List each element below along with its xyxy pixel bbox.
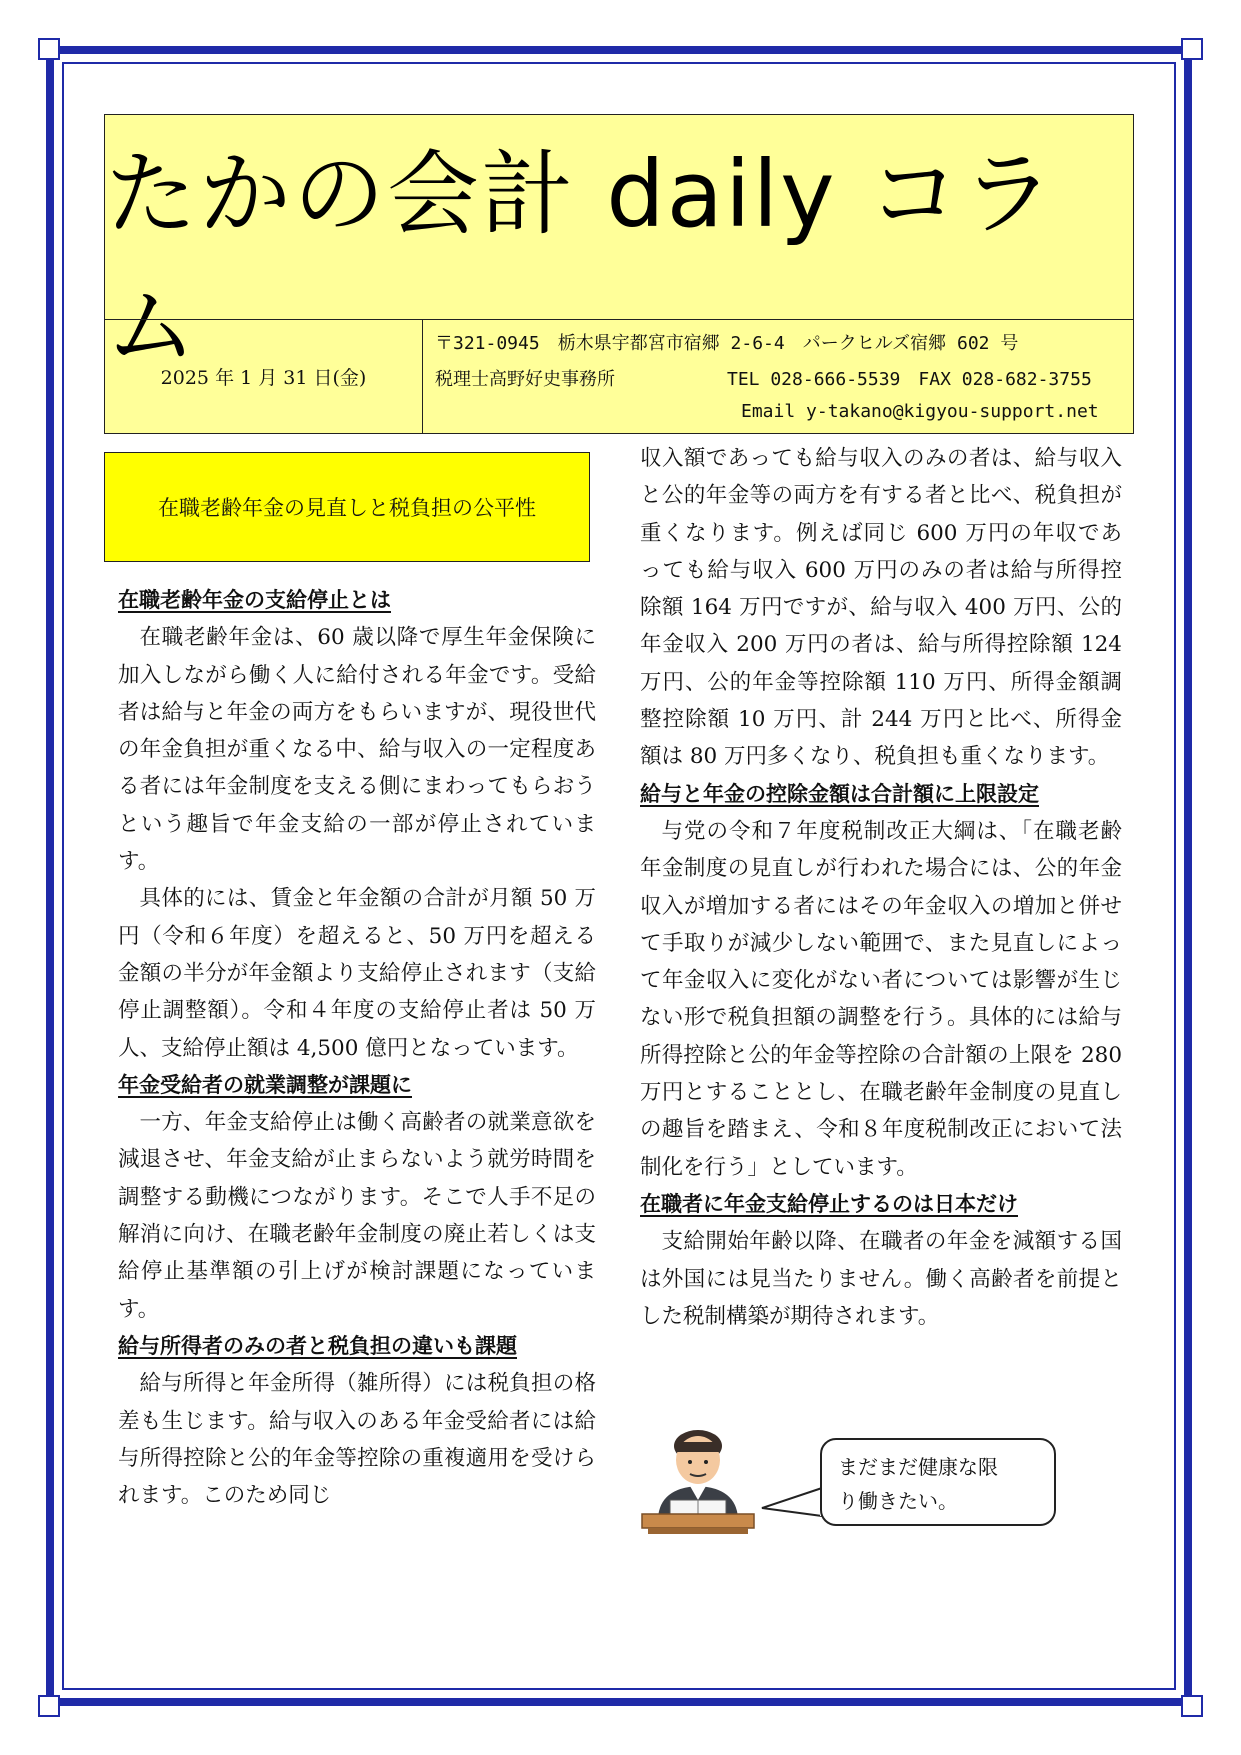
office-address: 〒321-0945 栃木県宇都宮市宿郷 2-6-4 パークヒルズ宿郷 602 号	[435, 333, 1019, 354]
reading-man-illustration	[640, 1428, 760, 1538]
paragraph: 与党の令和７年度税制改正大綱は、「在職老齢年金制度の見直しが行われた場合には、公的年金収入が増加する者にはその年金収入の増加と併せて手取りが減少しない範囲で、また見直しによって年金収入に変化がない者については影響が生じない形で税負担額の調整を行う。具体的には給与所得控除と公的年金等控除の合計額の上限を 280 万円とすることとし、在職老齢年金制度の見直しの趣旨を踏まえ、令和８年度税制改正において法制化を行う」としています。	[640, 818, 1122, 1180]
frame-corner	[1181, 38, 1203, 60]
paragraph: 収入額であっても給与収入のみの者は、給与収入と公的年金等の両方を有する者と比べ、税負担が重くなります。例えば同じ 600 万円の年収であっても給与収入 600 万円のみの者は給与所得控除額 164 万円ですが、給与収入 400 万円、公的年金収入 200 万円の者は、給与所得控除額 124 万円、公的年金等控除額 110 万円、所得金額調整控除額 10 万円、計 244 万円と比べ、所得金額は 80 万円多くなり、税負担も重くなります。	[640, 446, 1122, 770]
office-name: 税理士高野好史事務所	[435, 369, 615, 390]
header-box	[104, 114, 1134, 434]
paragraph: 支給開始年齢以降、在職者の年金を減額する国は外国には見当たりません。働く高齢者を前提とした税制構築が期待されます。	[640, 1229, 1122, 1329]
paragraph: 給与所得と年金所得（雑所得）には税負担の格差も生じます。給与収入のある年金受給者には給与所得控除と公的年金等控除の重複適用を受けられます。このため同じ	[118, 1371, 596, 1509]
section-heading: 給与と年金の控除金額は合計額に上限設定	[640, 781, 1039, 806]
section-heading: 在職者に年金支給停止するのは日本だけ	[640, 1191, 1018, 1216]
section-heading: 年金受給者の就業調整が課題に	[118, 1072, 412, 1097]
paragraph: 具体的には、賃金と年金額の合計が月額 50 万円（令和６年度）を超えると、50 万円を超える金額の半分が年金額より支給停止されます（支給停止調整額）。令和４年度の支給停止者は 50 万人、支給停止額は 4,500 億円となっています。	[118, 886, 596, 1061]
office-tel-fax: TEL 028-666-5539 FAX 028-682-3755	[727, 369, 1092, 390]
office-email[interactable]: Email y-takano@kigyou-support.net	[741, 401, 1099, 422]
frame-corner	[1181, 1695, 1203, 1717]
speech-bubble	[820, 1438, 1056, 1526]
left-column	[118, 582, 596, 1514]
issue-date: 2025 年 1 月 31 日(金)	[105, 320, 423, 433]
page-title: たかの会計 daily コラム	[105, 141, 1056, 380]
frame-corner	[38, 38, 60, 60]
section-heading: 在職老齢年金の支給停止とは	[118, 588, 391, 612]
frame-corner	[38, 1695, 60, 1717]
section-heading: 給与所得者のみの者と税負担の違いも課題	[118, 1333, 517, 1358]
topic-title: 在職老齢年金の見直しと税負担の公平性	[104, 452, 590, 562]
right-column	[640, 440, 1122, 1335]
paragraph: 一方、年金支給停止は働く高齢者の就業意欲を減退させ、年金支給が止まらないよう就労時間を調整する動機につながります。そこで人手不足の解消に向け、在職老齢年金制度の廃止若しくは支給停止基準額の引上げが検討課題になっています。	[118, 1110, 596, 1322]
speech-line: り働きたい。	[838, 1489, 958, 1513]
speech-line: まだまだ健康な限	[838, 1455, 998, 1479]
paragraph: 在職老齢年金は、60 歳以降で厚生年金保険に加入しながら働く人に給付される年金です。受給者は給与と年金の両方をもらいますが、現役世代の年金負担が重くなる中、給与収入の一定程度ある者には年金制度を支える側にまわってもらおうという趣旨で年金支給の一部が停止されています。	[118, 625, 596, 875]
